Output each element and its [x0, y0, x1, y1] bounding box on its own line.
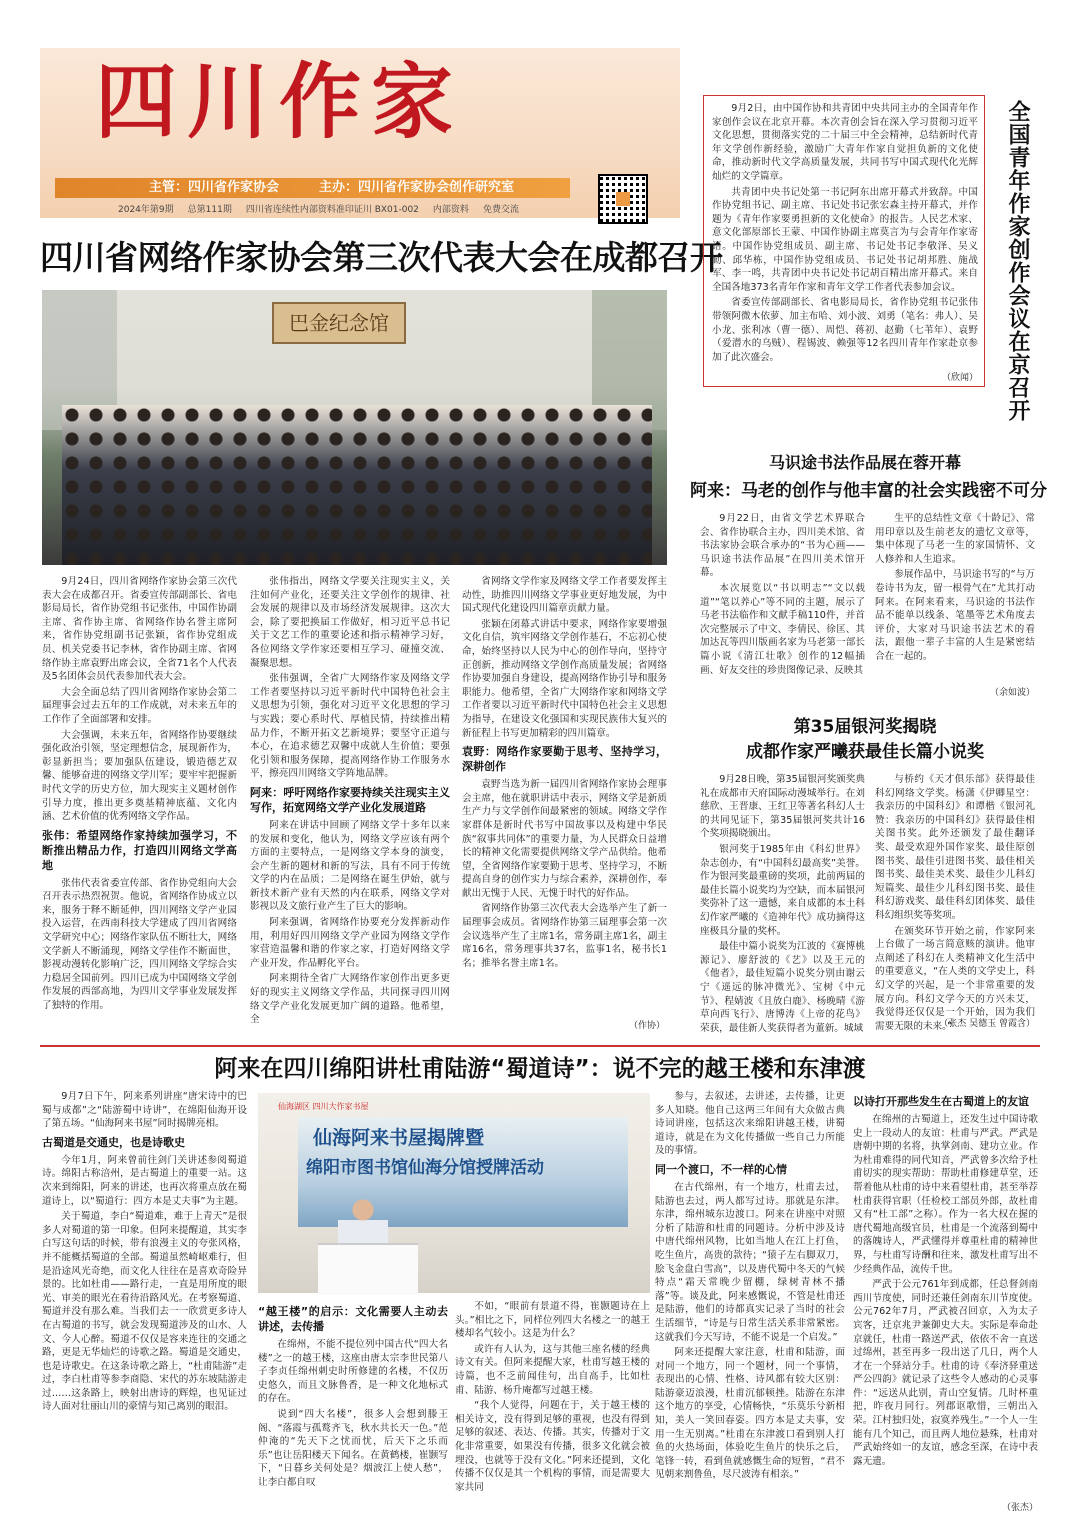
paragraph: 大会全面总结了四川省网络作家协会第二届理事会过去五年的工作成就，对未来五年的工作作了全面部署和安排。 — [42, 686, 237, 725]
bottom-event-photo — [258, 1093, 650, 1293]
paragraph: “我个人觉得，问题在于，关于越王楼的相关诗文，没有得到足够的重视，也没有得到足够的叙述、表达、传播。其实，传播对于文化非常重要，如果没有传播，很多文化就会被埋没，也就等于没有文化。”阿来还提到，文化传播不仅仅是其一个机构的事情，而是需要大家共同 — [455, 1400, 650, 1493]
bottom-column-1 — [42, 1090, 247, 1510]
paragraph: 大会强调，未来五年，省网络作协要继续强化政治引领，坚定理想信念，展现新作为，彰显新担当；要加强队伍建设，锻造德艺双馨、能够奋进的网络文学川军；要牢牢把握新时代文学的历史方位，加大现实主义题材创作引导力度，推出更多奠基精神底蕴、文化内涵、艺术价值的优秀网络文学作品。 — [42, 729, 237, 823]
paragraph: 在颁奖环节开始之前，作家阿来上台做了一场言简意赅的演讲。他审点阐述了科幻在人类精神文化生活中的重要意义，“在人类的文学史上，科幻文学的兴起，是一个非常重要的发展方向。科幻文学今天的方兴未艾，我觉得还仅仅是一个开始，因为我们需要无限的未来。” — [875, 925, 1035, 1032]
photo-banner-line-1: 仙海阿来书屋揭牌暨 — [313, 1127, 485, 1149]
paragraph: 阿来期待全省广大网络作家创作出更多更好的现实主义网络文学作品，共同探寻四川网络文学产业化发展更加广阔的道路。他希望，全 — [250, 973, 450, 1026]
paragraph: 张伟代表省委宣传部、省作协党组向大会召开表示热烈祝贺。他说，省网络作协成立以来，服务于释不断延伸，四川网络文学产业园投入运营，在西南科技大学建成了四川省网络文学研究中心；网络作家队伍不断壮大，网络文学新人不断涌现，网络文学佳作不断面世，影视动漫转化影响广泛，四川网络文学综合实力稳居全国前列。四川已成为中国网络文学创作发展的西部高地，为四川文学事业发展发挥了独特的作用。 — [42, 877, 237, 1012]
subheading: 以诗打开那些发生在古蜀道上的友谊 — [853, 1095, 1029, 1108]
lead-column-2 — [250, 575, 450, 1030]
paragraph: 最佳中篇小说奖为江波的《赛博桃源记》、廖舒波的《艺》以及王元的《他者》，最佳短篇小说奖分别由谢云宁《遥远的脉冲微光》、宝树《中元节》、程婧波《且放白鹿》、杨晚晴《游草向西飞行》、唐博涛《上帝的花鸟》荣获，最佳新人奖获得者为董新。城域 — [700, 941, 865, 1034]
paragraph: 生平的总结性文章《十龄记》、常用印章以及生前老友的遗忆文章等，集中体现了马老一生的家国情怀、文人修养和人生追求。 — [875, 513, 1035, 565]
paragraph: 在绵州，不能不提位列中国古代“四大名楼”之一的越王楼，这座由唐太宗李世民第八子李贞任绵州刺史时所修建的名楼，不仅历史悠久，而且文脉鲁香，是一种文化地标式的存在。 — [258, 1339, 448, 1405]
youth-writers-title: 全国青年作家创作会议在京召开 — [1005, 100, 1030, 422]
lead-headline: 四川省网络作家协会第三次代表大会在成都召开 — [40, 238, 723, 277]
youth-writers-credit: （欣闻） — [941, 373, 978, 383]
bottom-headline: 阿来在四川绵阳讲杜甫陆游“蜀道诗”：说不完的越王楼和东津渡 — [214, 1056, 866, 1082]
paragraph: 9月7日下午，阿来系列讲座“唐宋诗中的巴蜀与成都”之“陆游蜀中诗讲”，在绵阳仙海开设了第五场。“仙海阿来书屋”同时揭牌亮相。 — [42, 1091, 247, 1130]
calligraphy-column-1 — [700, 512, 865, 687]
bottom-column-4 — [655, 1090, 845, 1510]
paragraph: 9月22日，由省文学艺术界联合会、省作协联合主办，四川美术馆、省书法家协会联合承办的“书为心画——马识途书法作品展”在四川美术馆开幕。 — [700, 513, 865, 579]
masthead-logo: 四川作家 — [95, 54, 464, 150]
paragraph: 在古代绵州，有一个地方，杜甫去过，陆游也去过，两人都写过诗。那就是东津。东津，绵州城东边渡口。阿来在讲座中对照分析了陆游和杜甫的同题诗。分析中涉及诗中唐代绵州风物，比如当地人在江上打鱼，吃生鱼片，高贵的款待；“猿子左右脚双刀，脍飞金盘白雪高”，以及唐代蜀中冬天的气候特点“霜天常晚少留棚，绿树青林不播落”等。谈及此，阿来感慨说，不管是杜甫还是陆游，他们的诗都真实记录了当时的社会生活细节，“诗是与日常生活关系非常紧密。这就我们今天写诗，不能不说是一个启发。” — [655, 1181, 845, 1343]
galaxy-column-1 — [700, 773, 865, 1034]
photo-banner-line-2: 绵阳市图书馆仙海分馆授牌活动 — [306, 1158, 544, 1178]
photo-logos: 仙海湖区 四川大作家书屋 — [278, 1102, 369, 1111]
organizer-label: 主办：四川省作家协会创作研究室 — [319, 180, 515, 195]
paragraph: 9月28日晚，第35届银河奖颁奖典礼在成都市天府国际动漫城举行。在刘慈欣、王晋康、王红卫等著名科幻人士的共同见证下，第35届银河奖共计16个奖项揭晓颁出。 — [700, 774, 865, 840]
subheading: 阿来：呼吁网络作家要持续关注现实主义写作，拓宽网络文学产业化发展道路 — [250, 785, 450, 814]
calligraphy-subtitle: 阿来：马老的创作与他丰富的社会实践密不可分 — [690, 481, 1047, 501]
galaxy-subtitle: 成都作家严曦获最佳长篇小说奖 — [746, 742, 984, 762]
issue-free: 免费交流 — [482, 205, 519, 215]
paragraph: 张颖在闭幕式讲话中要求，网络作家要增强文化自信，筑牢网络文学创作基石，不忘初心使命，始终坚持以人民为中心的创作导向，坚持守正创新，推动网络文学创作高质量发展；省网络作协要加强自身建设，提高网络作协引导和服务职能力。他希望，全省广大网络作家和网络文学工作者要以习近平新时代中国特色社会主义思想为指导，在建设文化强国和实现民族伟大复兴的新征程上书写更加精彩的四川篇章。 — [462, 618, 667, 739]
calligraphy-column-2 — [875, 512, 1035, 687]
paragraph: 阿来在讲话中回顾了网络文学十多年以来的发展和变化，他认为，网络文学应该有两个方面的主要特点，一是网络文学本身的演变，会产生新的题材和新的写法，具有不同于传统文学的内在品质；二是网络在诞生伊始，就与新技术新产业有天然的内在联系，网络文学对影视以及文旅行业产生了巨大的影响。 — [250, 819, 450, 913]
calligraphy-title: 马识途书法作品展在蓉开幕 — [768, 453, 961, 472]
photo-crowd — [62, 405, 652, 565]
masthead-sponsor-strip — [55, 178, 570, 198]
paragraph: 省网络文学作家及网络文学工作者要发挥主动性，助推四川网络文学事业更好地发展，为中国式现代化建设四川篇章贡献力量。 — [462, 576, 667, 615]
paragraph: 关于蜀道，李白“蜀道难，难于上青天”是很多人对蜀道的第一印象。但阿来提醒道，其实李白写这句话的时候，带有浪漫主义的夸张风格，并不能概括蜀道的全部。蜀道虽然崎岖难行，但是沿途风光奇绝，而文化人往往在是喜欢奇险异景的。比如杜甫——路行走，一直是用所度的眼光、审美的眼光在看待沿路风光。在考察蜀道、蜀道并没有那么难。当我们去一一欣赏更多诗人在古蜀道的书写，就会发现蜀道涉及的山水、人文、今人心醉。蜀道不仅仅是容来连往的交通之路，更是无华灿烂的诗歌之路。蜀道是交通史，也是诗歌史。在这条诗歌之路上，“杜甫陆游”走过，李白杜甫等参李商隐、宋代的苏东坡陆游走过……这条路上，映射出唐诗的辉煌，也见证过诗人面对壮丽山川的豪情与知己离别的眼泪。 — [42, 1211, 247, 1413]
youth-writers-text — [712, 102, 978, 370]
photo-podium — [318, 1243, 418, 1295]
subheading: “越王楼”的启示：文化需要人主动去讲述，去传播 — [258, 1305, 448, 1333]
lead-credit: （作协） — [628, 1021, 665, 1031]
paragraph: 9月24日，四川省网络作家协会第三次代表大会在成都召开。省委宣传部副部长、省电影局局长，省作协党组书记张伟，中国作协副主席、省作协主席、省网络作协名誉主席阿来，省作协党组副书记张颖，省作协党组成员、机关党委书记李林，省作协副主席、省网络作协主席袁野出席会议，全省71名个人代表及5名团体会员代表参加代表大会。 — [42, 576, 237, 683]
issue-number: 2024年第9期 — [118, 205, 174, 215]
subheading: 古蜀道是交通史，也是诗歌史 — [42, 1135, 185, 1149]
paragraph: 今年1月，阿来曾前往剑门关讲述参阅蜀道诗。绵阳古称涪州，是古蜀道上的重要一站。这次来到绵阳，阿来的讲述，也再次将重点放在蜀道诗上，以“蜀道行：四方本是丈夫事”为主题。 — [42, 1154, 247, 1207]
calligraphy-credit: （余如波） — [989, 688, 1035, 698]
paragraph: 参展作品中，马识途书写的“与万卷诗书为友，留一根骨气在”尤其打动阿来。在阿来看来，马识途的书法作品不能单以线条、笔墨等艺术角度去评价，大家对马识途书法艺术的看法，跟他一辈子丰富的人生是紧密结合在一起的。 — [875, 569, 1035, 662]
paragraph: 阿来还提醒大家注意，杜甫和陆游，面对同一个地方，同一个题材，同一个事情，表现出的心情、性格、诗风都有较大区别：陆游豪迈浪漫，杜甫沉郁顿挫。陆游在东津这个地方的享受，心情畅快，“乐莫乐兮新相知，美人一笑回春姿。四方本是丈夫事，安用一生无别离。”杜甫在东津渡口看到别人打鱼的火热场面，体验吃生鱼片的快乐之后，笔锋一转，看到鱼就感慨生命的短暂，“君不见朝来割鲁鱼，尽尺波涛有相亲。” — [655, 1347, 845, 1481]
paragraph: 银河奖于1985年由《科幻世界》杂志创办，有“中国科幻最高奖”美誉。作为银河奖最重磅的奖项，此前两届的最佳长篇小说奖均为空缺，而本届银河奖弥补了这一遗憾，来自成都的本土科幻作家严曦的《造神年代》成功摘得这座极具分量的奖杯。 — [700, 843, 865, 937]
bottom-column-5 — [853, 1090, 1038, 1498]
paragraph: 共青团中央书记处第一书记阿东出席开幕式并致辞。中国作协党组书记、副主席、书记处书记张宏森主持开幕式，并作题为《青年作家要勇担新的文化使命》的报告。人民艺术家、意文化部原部长王蒙、中国作协副主席莫言为与会青年作家寄语。中国作协党组成员、副主席、书记处书记李敬泽、吴义勤、邱华栋，中国作协党组成员、书记处书记胡邦胜、施战军、李一鸣，共青团中央书记处书记胡百精出席开幕式。来自全国各地373名青年作家和青年文学工作者代表参加会议。 — [712, 186, 978, 293]
photo-sign: 巴金纪念馆 — [272, 302, 406, 344]
sponsor-label: 主管：四川省作家协会 — [149, 180, 280, 195]
paragraph: 在绵州的古蜀道上，还发生过中国诗歌史上一段动人的友谊：杜甫与严武。严武是唐朝中期的名将，执掌剑南、建功立业。作为杜甫难得的同代知音，严武曾多次给予杜甫切实的现实帮助：帮助杜甫修建草堂，还帮着他从杜甫的诗中来看望杜甫，甚至举荐杜甫获得官职（任检校工部员外郎，故杜甫又有“杜工部”之称）。作为一名大权在握的唐代蜀地高级官员，杜甫是一个流落到蜀中的落魄诗人，严武懂得并尊重杜甫的精神世界，与杜甫写诗酬和往来，激发杜甫写出不少经典作品，流传千世。 — [853, 1114, 1038, 1275]
bottom-column-2 — [258, 1300, 448, 1510]
bottom-column-3 — [455, 1300, 650, 1510]
paragraph: 不如，“眼前有景道不得，崔颢题诗在上头。”相比之下，同样位列四大名楼之一的越王楼却名气较小。这是为什么？ — [455, 1301, 650, 1340]
paragraph: 省网络作协第三次代表大会选举产生了新一届理事会成员。省网络作协第三届理事会第一次会议选举产生了主席1名，常务副主席1名，副主席16名，常务理事共37名，监事1名，秘书长1名；推举名誉主席1名。 — [462, 903, 667, 969]
paragraph: 张伟指出，网络文学要关注现实主义，关注如何产业化，还要关注文学创作的规律、社会发展的规律以及市场经济发展规律。这次大会，除了要把换届工作做好，相习近平总书记关于文艺工作的重要论述和指示精神学习好，各位网络文学作家还要相互学习、碰撞交流、凝聚思想。 — [250, 576, 450, 669]
lead-column-1 — [42, 575, 237, 1030]
paragraph: 或许有人认为，这与其他三座名楼的经典诗文有关。但阿来提醒大家，杜甫写越王楼的诗篇，也不乏前闻佳句，出自高手，比如杜甫、陆游、杨升庵都写过越王楼。 — [455, 1343, 650, 1396]
galaxy-credit: （张杰 吴德玉 曾霞含） — [939, 1019, 1035, 1029]
issue-internal: 内部资料 — [432, 205, 469, 215]
paragraph: 严武于公元761年到成都，任总督剑南西川节度使，同时还兼任剑南东川节度使。公元762年7月，严武被召回京，入为太子宾客，迁京兆尹兼御史大夫。实际是奉命赴京就任，杜甫一路送严武，依依不舍一直送过绵州，甚至再多一段出送了几日，两个人才在一个驿站分手。杜甫的诗《奉济驿重送严公四韵》就记录了这些令人感动的心灵事件：“远送从此别，青山空复情。几时杯重把，昨夜月同行。列郡讴歌惜，三朝出入荣。江村独归处，寂寞养残生。”一个人一生能有几个知己，而且两人地位悬殊，杜甫对严武始终如一的友谊，感念至深，在诗中表露无遗。 — [853, 1279, 1038, 1467]
lead-group-photo — [42, 290, 667, 565]
paragraph: 本次展览以“书以明志”“文以载道”“笔以养心”等不同的主题，展示了马老书法临作和文献手稿110件，并首次完整展示了中文、李倩民、徐匡、其加达瓦等四川版画名家为马老第一部长篇小说《清江壮歌》创作的12幅插画、好友交往的珍贵图像记录、反映其 — [700, 582, 865, 676]
qr-code-icon[interactable] — [598, 174, 648, 224]
paragraph: 阿来强调，省网络作协要充分发挥新动作用，利用好四川网络文学产业园为网络文学作家营造温馨和谐的作家之家，打造好网络文学产业开发，作品孵化平台。 — [250, 917, 450, 969]
paragraph: 9月2日，由中国作协和共青团中央共同主办的全国青年作家创作会议在北京开幕。本次青创会旨在深入学习贯彻习近平文化思想，贯彻落实党的二十届三中全会精神，总结新时代青年文学创作新经验，激励广大青年作家自觉担负新的文化使命，推动新时代文学高质量发展，共同书写中国式现代化光辉灿烂的文学篇章。 — [712, 103, 978, 182]
lead-column-3 — [462, 575, 667, 1015]
paragraph: 说到“四大名楼”，很多人会想到滕王阁、“落霞与孤鹜齐飞，秋水共长天一色。”范仲淹的“先天下之忧而忧，后天下之乐而乐”也让岳阳楼天下闻名。在黄鹤楼，崔颢写下，“日暮乡关何处是？烟波江上使人愁”，让李白都自叹 — [258, 1408, 448, 1488]
paragraph: 袁野当选为新一届四川省网络作家协会理事会主席，他在就职讲话中表示，网络文学是新质生产力与文学创作间最紧密的领域。网络文学作家群体是新时代书写中国故事以及构建中华民族“叙事共同体”的重要力量，为人民群众日益增长的精神文化需要提供网络文学产品供给。他希望，全省网络作家要勤于思考、坚持学习，不断提高自身的创作实力与综合素养，深耕创作，奉献出无愧于人民、无愧于时代的好作品。 — [462, 779, 667, 899]
issue-permit: 四川省连续性内部资料准印证川 BX01-002 — [245, 205, 419, 215]
subheading: 袁野：网络作家要勤于思考、坚持学习，深耕创作 — [462, 745, 667, 774]
paragraph: 张伟强调，全省广大网络作家及网络文学工作者要坚持以习近平新时代中国特色社会主义思想为引领，强化对习近平文化思想的学习与实践；要心系时代、厚植民情，持续推出精品力作，不断开拓文艺新境界；要坚守正道与本心，在追求德艺双馨中成就人生价值；要强化引领和服务保障，提高网络作协工作服务水平，擦亮四川网络文学阵地品牌。 — [250, 673, 450, 780]
issue-total: 总第111期 — [187, 205, 232, 215]
paragraph: 参与，去叙述，去讲述，去传播，让更多人知晓。他自己这两三年间有大众做古典诗词讲座，包括这次来绵阳讲越王楼，讲蜀道诗，就是在为文化传播做一些自己力所能及的事情。 — [655, 1091, 845, 1157]
issue-info — [118, 202, 533, 215]
galaxy-title: 第35届银河奖揭晓 — [793, 717, 937, 737]
paragraph: 与桥约《天才俱乐部》获得最佳科幻网络文学奖。杨潇《伊卿星空：我亲历的中国科幻》和谭楷《银河礼赞：我亲历的中国科幻》获得最佳相关图书奖。此外还颁发了最佳翻译奖、最受欢迎外国作家奖、最佳原创图书奖、最佳引进图书奖、最佳相关图书奖、最佳美术奖、最佳少儿科幻短篇奖、最佳少儿科幻图书奖、最佳科幻游戏奖、最佳科幻团体奖、最佳科幻组织奖等奖项。 — [875, 774, 1035, 921]
subheading: 同一个渡口，不一样的心情 — [655, 1162, 787, 1176]
subheading: 张伟：希望网络作家持续加强学习，不断推出精品力作，打造四川网络文学高地 — [42, 828, 237, 872]
paragraph: 省委宣传部副部长、省电影局局长，省作协党组书记张伟带领阿微木依萝、加主布哈、刘小波、刘勇（笔名：弗人）、吴小龙、张利冰（曹一德）、周恺、蒋初、赵勤（七苇年）、袁野（爱潜水的乌贼）、程锡波、赖强等12名四川青年作家赴京参加了此次盛会。 — [712, 297, 978, 363]
bottom-credit: （张杰） — [1001, 1503, 1038, 1513]
section-divider — [40, 1045, 1040, 1047]
